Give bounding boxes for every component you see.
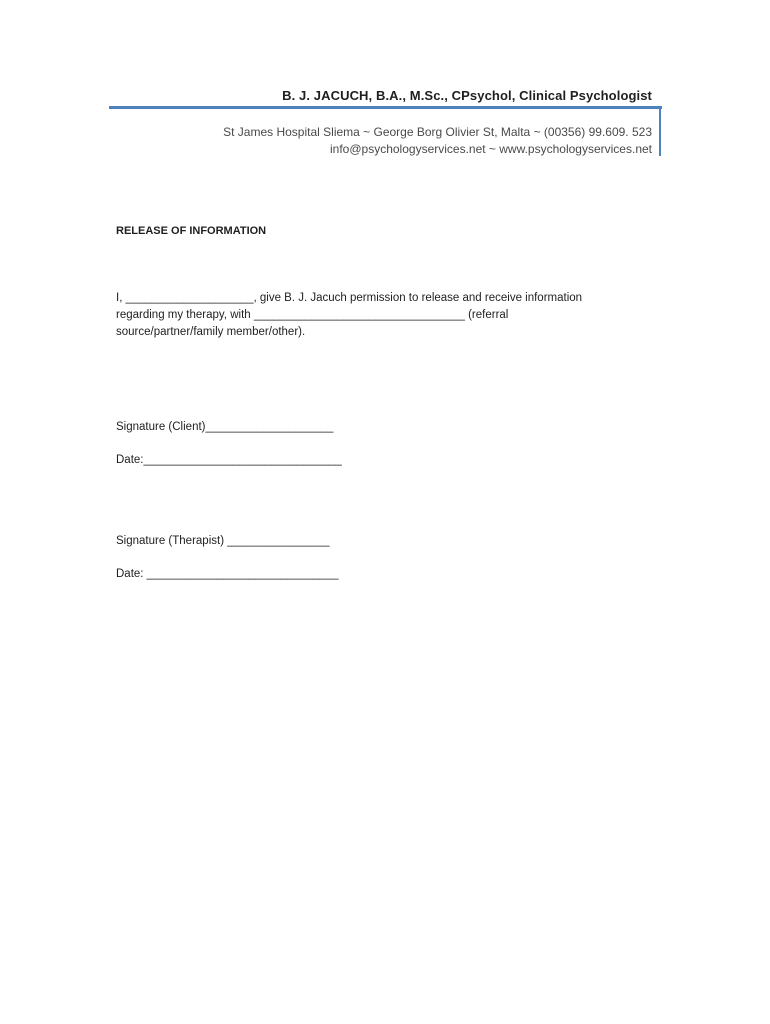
paragraph-line-2: regarding my therapy, with _________________________________ (referral [116,309,509,321]
consent-paragraph [116,290,646,341]
header-vertical-rule [659,106,661,156]
client-date-line: Date:_______________________________ [116,454,342,466]
therapist-date-line: Date: ______________________________ [116,568,339,580]
paragraph-line-3: source/partner/family member/other). [116,326,306,338]
email-web-line: info@psychologyservices.net ~ www.psychologyservices.net [330,142,652,156]
therapist-signature-line: Signature (Therapist) ________________ [116,535,330,547]
address-line: St James Hospital Sliema ~ George Borg Olivier St, Malta ~ (00356) 99.609. 523 [223,125,652,139]
document-title: RELEASE OF INFORMATION [116,225,267,237]
contact-block [223,124,652,158]
header-horizontal-rule [109,106,662,109]
practitioner-name: B. J. JACUCH, B.A., M.Sc., CPsychol, Clinical Psychologist [282,88,652,103]
paragraph-line-1: I, ____________________, give B. J. Jacuch permission to release and receive information [116,292,583,304]
client-signature-line: Signature (Client)____________________ [116,421,334,433]
